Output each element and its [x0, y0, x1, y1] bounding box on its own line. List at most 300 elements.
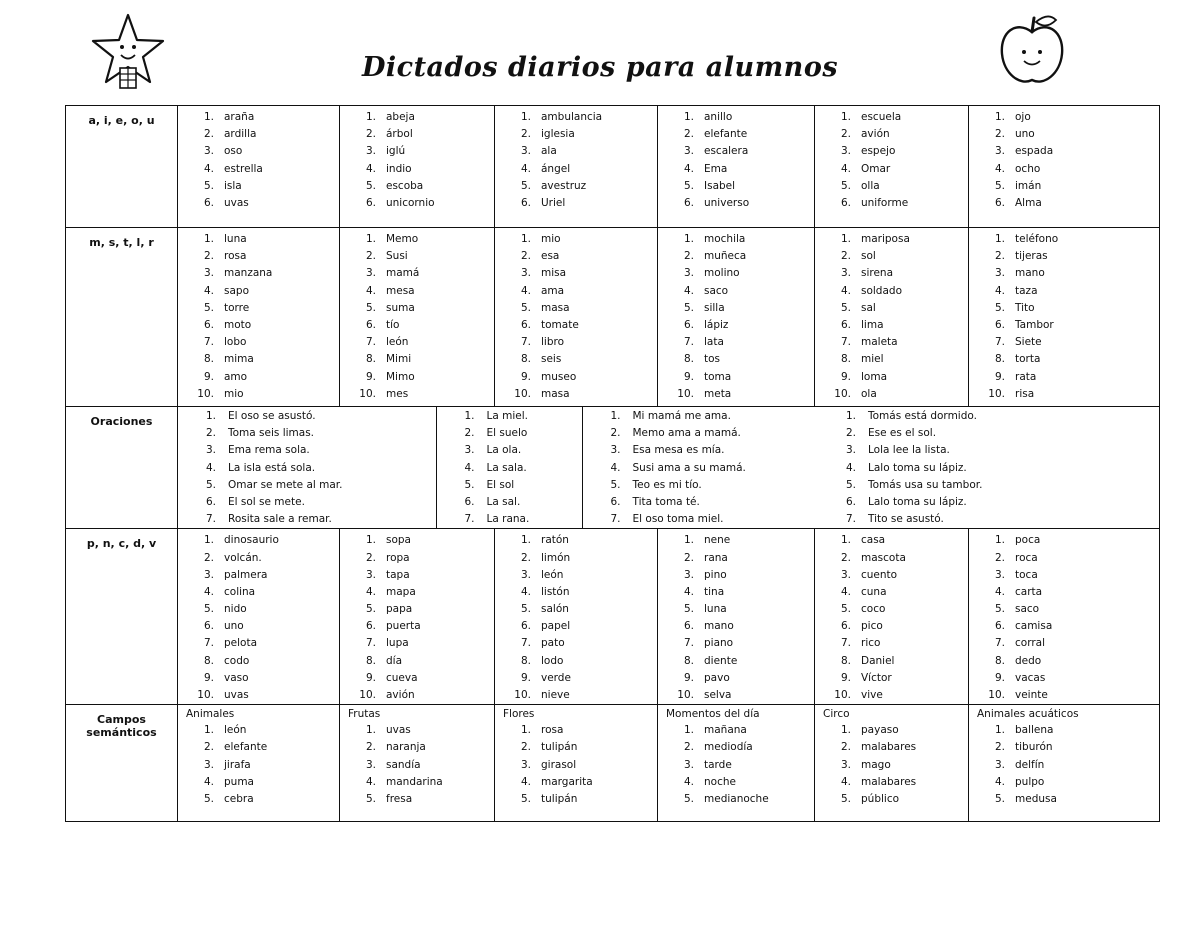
item-number: 9. [683, 671, 694, 684]
list-item [815, 126, 968, 143]
list-item [340, 334, 494, 351]
item-number: 4. [203, 162, 214, 175]
list-item [969, 567, 1159, 584]
sentence-item [437, 408, 582, 425]
item-number: 1. [610, 410, 621, 422]
item-number: 10. [514, 689, 531, 701]
item-number: 6. [203, 196, 214, 209]
item-number: 6. [840, 318, 851, 331]
item-number: 3. [365, 267, 376, 280]
item-number: 1. [683, 534, 694, 547]
word-text: maleta [861, 336, 898, 349]
item-number: 3. [203, 568, 214, 581]
list-item [178, 126, 339, 143]
item-number: 2. [683, 551, 694, 564]
word-text: papa [386, 603, 413, 616]
word-text: naranja [386, 741, 426, 754]
list-item [658, 584, 814, 601]
item-number: 5. [840, 603, 851, 616]
word-text: dedo [1015, 654, 1042, 667]
item-number: 8. [203, 353, 214, 366]
word-column [178, 228, 340, 407]
list-item [495, 670, 657, 687]
item-number: 1. [365, 111, 376, 123]
word-column [658, 228, 815, 407]
word-text: vaso [224, 671, 249, 684]
word-text: risa [1015, 387, 1035, 400]
list-item [340, 618, 494, 635]
word-text: ojo [1015, 111, 1031, 123]
list-item [340, 757, 494, 774]
sentence-text: El sol se mete. [228, 495, 305, 508]
list-item [815, 334, 968, 351]
sentence-item [583, 408, 819, 425]
list-item [495, 757, 657, 774]
item-number: 1. [203, 233, 214, 245]
item-number: 3. [365, 568, 376, 581]
list-item [340, 248, 494, 265]
list-item [495, 143, 657, 160]
item-number: 6. [840, 196, 851, 209]
item-number: 3. [840, 758, 851, 771]
semantic-column [969, 705, 1160, 822]
sentence-text: Tomás está dormido. [868, 410, 977, 422]
item-number: 2. [203, 551, 214, 564]
item-number: 1. [683, 111, 694, 123]
list-item [495, 195, 657, 212]
item-number: 1. [203, 534, 214, 547]
item-number: 7. [365, 336, 376, 349]
word-text: payaso [861, 724, 899, 737]
word-list [969, 228, 1159, 403]
sentence-text: El oso se asustó. [228, 410, 316, 422]
row-pncdv [66, 529, 1160, 705]
item-number: 2. [520, 741, 531, 754]
row-label: m, s, t, l, r [66, 228, 178, 407]
word-column [495, 529, 658, 705]
list-item [495, 774, 657, 791]
list-item [495, 109, 657, 126]
item-number: 1. [994, 534, 1005, 547]
list-item [178, 687, 339, 704]
word-list [178, 228, 339, 403]
item-number: 1. [365, 233, 376, 245]
list-item [178, 300, 339, 317]
word-column [340, 228, 495, 407]
item-number: 8. [520, 654, 531, 667]
word-text: girasol [541, 758, 577, 771]
word-column [815, 106, 969, 228]
list-item [495, 300, 657, 317]
sentence-text: Tita toma té. [632, 495, 700, 508]
sentence-text: La isla está sola. [228, 461, 316, 474]
word-list [658, 529, 814, 704]
item-number: 9. [365, 671, 376, 684]
sentence-item [583, 460, 819, 477]
word-text: malabares [861, 775, 917, 788]
list-item [658, 670, 814, 687]
word-text: ratón [541, 534, 569, 547]
sentence-item [818, 511, 1160, 528]
list-item [815, 351, 968, 368]
word-text: muñeca [704, 250, 747, 263]
list-item [495, 550, 657, 567]
item-number: 4. [203, 284, 214, 297]
list-item [658, 351, 814, 368]
word-text: Memo [386, 233, 419, 245]
word-text: cueva [386, 671, 418, 684]
sentence-text: Rosita sale a remar. [228, 513, 332, 526]
word-text: estrella [224, 162, 263, 175]
list-item [178, 653, 339, 670]
word-text: volcán. [224, 551, 262, 564]
list-item [969, 601, 1159, 618]
item-number: 6. [464, 495, 475, 508]
list-item [340, 195, 494, 212]
sentence-text: La sal. [486, 495, 521, 508]
word-text: diente [704, 654, 738, 667]
sentence-item [437, 425, 582, 442]
sentence-item [818, 408, 1160, 425]
word-text: oso [224, 145, 243, 158]
word-list [495, 529, 657, 704]
word-text: manzana [224, 267, 273, 280]
list-item [969, 739, 1159, 756]
word-text: mesa [386, 284, 415, 297]
word-text: camisa [1015, 620, 1053, 633]
word-text: pino [704, 568, 727, 581]
list-item [658, 550, 814, 567]
list-item [658, 369, 814, 386]
sentence-item [437, 442, 582, 459]
sentence-group [178, 407, 436, 528]
list-item [178, 283, 339, 300]
word-text: esa [541, 250, 560, 263]
sentence-groups [178, 407, 1160, 528]
list-item [969, 178, 1159, 195]
word-text: roca [1015, 551, 1038, 564]
list-item [969, 265, 1159, 282]
list-item [815, 722, 968, 739]
word-text: pico [861, 620, 883, 633]
word-text: masa [541, 301, 570, 314]
item-number: 2. [840, 128, 851, 141]
sentence-list [583, 407, 819, 528]
word-text: papel [541, 620, 571, 633]
sentence-item [583, 442, 819, 459]
sentence-item [437, 511, 582, 528]
word-text: día [386, 654, 403, 667]
word-text: león [541, 568, 564, 581]
item-number: 6. [365, 196, 376, 209]
sentence-list [178, 407, 436, 528]
word-text: tulipán [541, 792, 578, 805]
word-text: mago [861, 758, 891, 771]
list-item [658, 757, 814, 774]
item-number: 3. [994, 568, 1005, 581]
item-number: 2. [365, 551, 376, 564]
sentence-text: Omar se mete al mar. [228, 478, 343, 491]
item-number: 3. [683, 145, 694, 158]
word-text: escuela [861, 111, 902, 123]
word-text: lobo [224, 336, 247, 349]
word-text: silla [704, 301, 725, 314]
item-number: 9. [994, 671, 1005, 684]
word-text: mascota [861, 551, 906, 564]
list-item [178, 635, 339, 652]
list-item [815, 386, 968, 403]
word-text: seis [541, 353, 562, 366]
item-number: 10. [359, 689, 376, 701]
word-text: mano [1015, 267, 1045, 280]
word-list [969, 722, 1159, 808]
item-number: 4. [365, 585, 376, 598]
word-text: nido [224, 603, 247, 616]
item-number: 7. [845, 513, 856, 526]
item-number: 4. [365, 775, 376, 788]
item-number: 10. [677, 689, 694, 701]
sentence-item [818, 460, 1160, 477]
word-text: ala [541, 145, 557, 158]
list-item [178, 550, 339, 567]
item-number: 3. [520, 758, 531, 771]
word-text: iglesia [541, 128, 575, 141]
list-item [969, 109, 1159, 126]
sentence-text: Memo ama a mamá. [632, 427, 741, 440]
item-number: 10. [988, 387, 1005, 400]
item-number: 1. [845, 410, 856, 422]
word-text: margarita [541, 775, 593, 788]
list-item [658, 386, 814, 403]
item-number: 2. [520, 551, 531, 564]
sentence-item [583, 477, 819, 494]
word-column [495, 106, 658, 228]
word-text: tos [704, 353, 721, 366]
sentence-text: Lalo toma su lápiz. [868, 495, 967, 508]
item-number: 2. [365, 250, 376, 263]
word-text: tapa [386, 568, 410, 581]
word-list [815, 228, 968, 403]
item-number: 5. [365, 603, 376, 616]
sentence-text: La miel. [486, 410, 528, 422]
row-label: Oraciones [66, 407, 178, 529]
item-number: 10. [834, 387, 851, 400]
item-number: 10. [359, 387, 376, 400]
sentence-item [583, 425, 819, 442]
item-number: 3. [520, 267, 531, 280]
word-text: tío [386, 318, 400, 331]
item-number: 10. [514, 387, 531, 400]
word-text: veinte [1015, 689, 1048, 701]
word-text: espada [1015, 145, 1054, 158]
word-text: anillo [704, 111, 733, 123]
list-item [178, 601, 339, 618]
item-number: 2. [994, 551, 1005, 564]
item-number: 2. [365, 128, 376, 141]
item-number: 5. [203, 792, 214, 805]
sentence-item [178, 460, 436, 477]
word-text: vacas [1015, 671, 1046, 684]
item-number: 2. [520, 250, 531, 263]
list-item [815, 550, 968, 567]
word-list [495, 106, 657, 212]
word-text: mio [541, 233, 561, 245]
list-item [969, 653, 1159, 670]
sentence-item [178, 442, 436, 459]
word-column [178, 529, 340, 705]
item-number: 1. [365, 724, 376, 737]
sentence-item [818, 477, 1160, 494]
sentence-text: La sala. [486, 461, 527, 474]
item-number: 9. [994, 370, 1005, 383]
word-text: palmera [224, 568, 268, 581]
word-text: rana [704, 551, 728, 564]
list-item [340, 774, 494, 791]
item-number: 1. [840, 233, 851, 245]
item-number: 1. [994, 111, 1005, 123]
item-number: 4. [520, 162, 531, 175]
item-number: 5. [994, 792, 1005, 805]
item-number: 5. [520, 179, 531, 192]
list-item [815, 109, 968, 126]
item-number: 2. [840, 741, 851, 754]
word-column [969, 228, 1160, 407]
word-text: uvas [224, 196, 249, 209]
word-text: abeja [386, 111, 415, 123]
word-text: isla [224, 179, 242, 192]
item-number: 3. [365, 758, 376, 771]
item-number: 8. [840, 353, 851, 366]
category-title: Frutas [348, 708, 381, 721]
item-number: 2. [205, 427, 216, 440]
item-number: 2. [365, 741, 376, 754]
list-item [815, 757, 968, 774]
sentence-group [436, 407, 582, 528]
word-text: masa [541, 387, 570, 400]
word-text: mediodía [704, 741, 753, 754]
list-item [658, 231, 814, 248]
word-column [178, 106, 340, 228]
item-number: 7. [610, 513, 621, 526]
item-number: 6. [520, 318, 531, 331]
item-number: 1. [520, 724, 531, 737]
list-item [340, 161, 494, 178]
list-item [969, 687, 1159, 704]
list-item [658, 178, 814, 195]
word-text: ama [541, 284, 565, 297]
item-number: 5. [520, 603, 531, 616]
item-number: 6. [205, 495, 216, 508]
semantic-column [815, 705, 969, 822]
item-number: 4. [365, 162, 376, 175]
word-text: elefante [224, 741, 268, 754]
list-item [815, 618, 968, 635]
item-number: 10. [197, 689, 214, 701]
word-list [178, 529, 339, 704]
item-number: 8. [840, 654, 851, 667]
item-number: 2. [840, 551, 851, 564]
list-item [340, 283, 494, 300]
list-item [815, 601, 968, 618]
sentence-text: La ola. [486, 444, 522, 457]
item-number: 2. [683, 250, 694, 263]
list-item [658, 195, 814, 212]
word-text: árbol [386, 128, 413, 141]
list-item [178, 618, 339, 635]
word-list [658, 722, 814, 808]
item-number: 7. [994, 637, 1005, 650]
item-number: 5. [520, 792, 531, 805]
item-number: 7. [203, 336, 214, 349]
word-column [969, 106, 1160, 228]
word-text: miel [861, 353, 884, 366]
item-number: 4. [845, 461, 856, 474]
list-item [340, 567, 494, 584]
list-item [178, 248, 339, 265]
word-list [178, 106, 339, 212]
word-text: pavo [704, 671, 730, 684]
word-text: molino [704, 267, 740, 280]
list-item [815, 369, 968, 386]
word-text: vive [861, 689, 883, 701]
word-text: rosa [541, 724, 564, 737]
item-number: 2. [203, 128, 214, 141]
item-number: 3. [840, 145, 851, 158]
list-item [969, 300, 1159, 317]
item-number: 3. [205, 444, 216, 457]
item-number: 1. [203, 724, 214, 737]
word-text: carta [1015, 585, 1043, 598]
item-number: 6. [683, 318, 694, 331]
list-item [969, 126, 1159, 143]
item-number: 8. [203, 654, 214, 667]
word-list [815, 722, 968, 808]
word-text: colina [224, 585, 256, 598]
list-item [178, 317, 339, 334]
list-item [969, 143, 1159, 160]
list-item [495, 722, 657, 739]
word-text: luna [704, 603, 727, 616]
item-number: 2. [683, 741, 694, 754]
item-number: 1. [203, 111, 214, 123]
list-item [969, 791, 1159, 808]
sentence-text: El suelo [486, 427, 528, 440]
word-list [495, 228, 657, 403]
row-label: Campos semánticos [66, 705, 178, 822]
word-text: lápiz [704, 318, 729, 331]
word-text: unicornio [386, 196, 435, 209]
item-number: 1. [520, 233, 531, 245]
list-item [658, 532, 814, 549]
word-text: sopa [386, 534, 411, 547]
sentence-text: Ema rema sola. [228, 444, 310, 457]
sentence-item [178, 425, 436, 442]
list-item [495, 178, 657, 195]
item-number: 4. [840, 585, 851, 598]
list-item [178, 265, 339, 282]
word-text: malabares [861, 741, 917, 754]
list-item [969, 161, 1159, 178]
item-number: 3. [610, 444, 621, 457]
item-number: 2. [464, 427, 475, 440]
word-text: Tito [1015, 301, 1035, 314]
item-number: 5. [683, 179, 694, 192]
item-number: 1. [365, 534, 376, 547]
list-item [340, 635, 494, 652]
item-number: 9. [683, 370, 694, 383]
word-text: Mimi [386, 353, 412, 366]
list-item [340, 231, 494, 248]
